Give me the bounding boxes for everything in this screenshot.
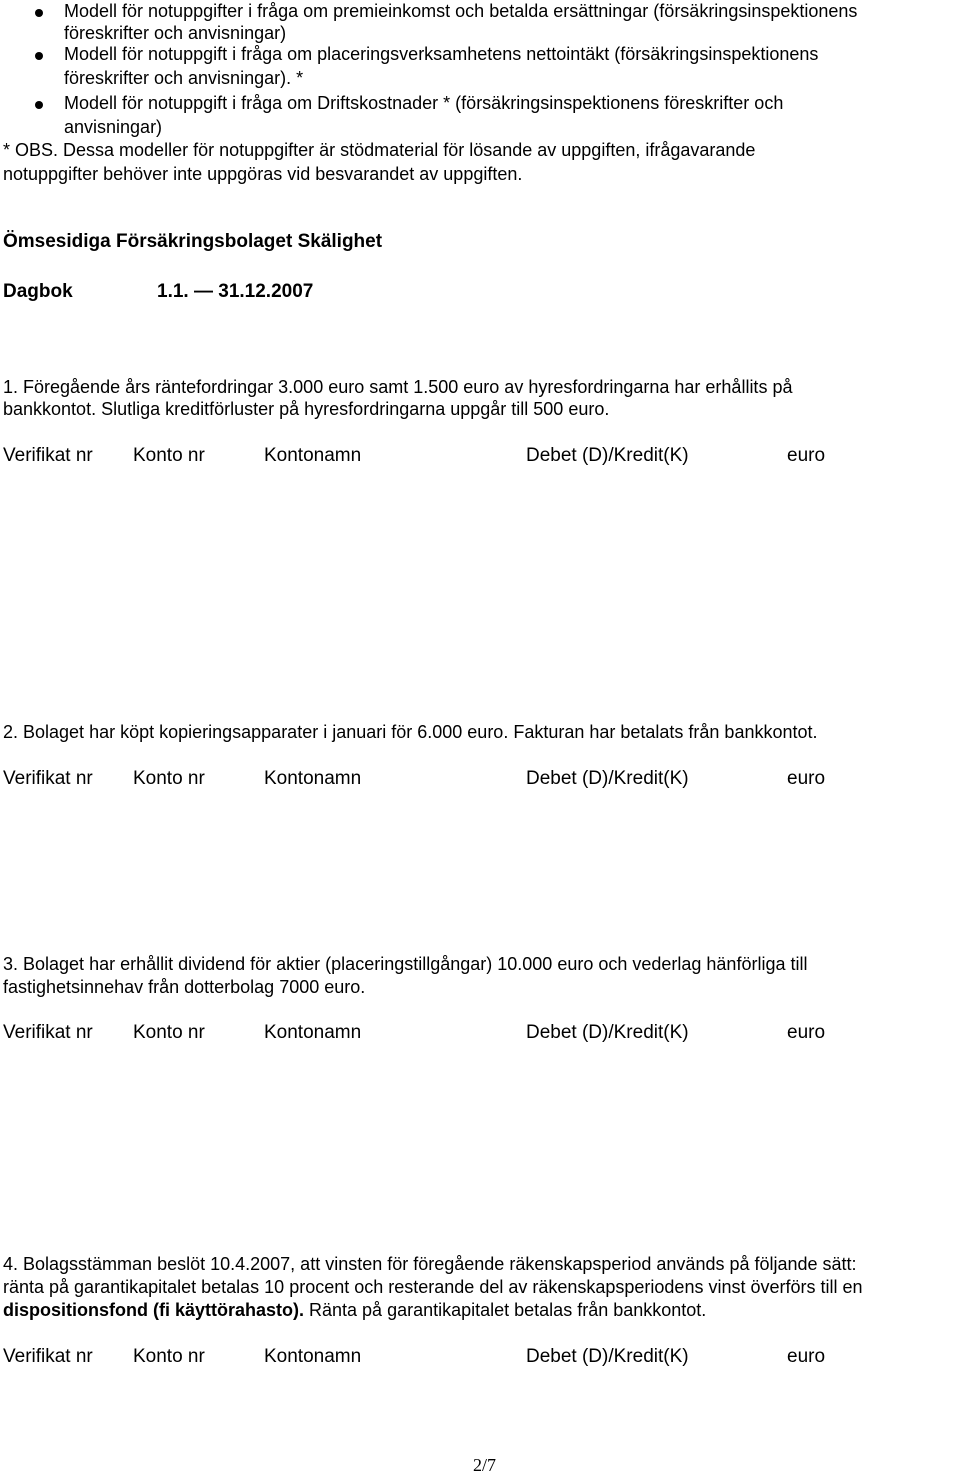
- header-verifikat: Verifikat nr: [3, 768, 93, 789]
- bullet-icon: [35, 101, 43, 109]
- header-konto: Konto nr: [133, 768, 205, 789]
- header-debet-kredit: Debet (D)/Kredit(K): [526, 768, 689, 789]
- task-4-line-1: 4. Bolagsstämman beslöt 10.4.2007, att vinsten för föregående räkenskapsperiod används på följande sätt:: [3, 1254, 857, 1274]
- task-1-line-2: bankkontot. Slutliga kreditförluster på hyresfordringarna uppgår till 500 euro.: [3, 399, 610, 419]
- task-3-line-2: fastighetsinnehav från dotterbolag 7000 euro.: [3, 977, 366, 997]
- journal-period: 1.1. — 31.12.2007: [157, 281, 314, 302]
- task-3-line-1: 3. Bolaget har erhållit dividend för aktier (placeringstillgångar) 10.000 euro och vederlag hänförliga till: [3, 954, 808, 974]
- header-euro: euro: [787, 1022, 826, 1043]
- header-verifikat: Verifikat nr: [3, 1022, 93, 1043]
- header-kontonamn: Kontonamn: [264, 768, 362, 789]
- header-verifikat: Verifikat nr: [3, 445, 93, 466]
- bullet-2-line-2: föreskrifter och anvisningar). *: [64, 68, 304, 88]
- task-4-rest: Ränta på garantikapitalet betalas från bankkontot.: [304, 1300, 707, 1320]
- header-euro: euro: [787, 768, 826, 789]
- obs-note-line-2: notuppgifter behöver inte uppgöras vid besvarandet av uppgiften.: [3, 164, 523, 184]
- header-debet-kredit: Debet (D)/Kredit(K): [526, 1022, 689, 1043]
- header-euro: euro: [787, 445, 826, 466]
- header-kontonamn: Kontonamn: [264, 1022, 362, 1043]
- header-debet-kredit: Debet (D)/Kredit(K): [526, 1346, 689, 1367]
- page-number: 2/7: [473, 1455, 497, 1475]
- bullet-3-line-1: Modell för notuppgift i fråga om Driftskostnader * (försäkringsinspektionens föreskrifter och: [64, 93, 784, 113]
- header-konto: Konto nr: [133, 445, 205, 466]
- header-euro: euro: [787, 1346, 826, 1367]
- bullet-icon: [35, 9, 43, 17]
- task-4-line-2: ränta på garantikapitalet betalas 10 procent och resterande del av räkenskapsperiodens vinst överförs till en: [3, 1277, 863, 1297]
- header-kontonamn: Kontonamn: [264, 1346, 362, 1367]
- header-debet-kredit: Debet (D)/Kredit(K): [526, 445, 689, 466]
- header-konto: Konto nr: [133, 1346, 205, 1367]
- bullet-3-line-2: anvisningar): [64, 117, 163, 137]
- task-4-line-3: [3, 1300, 706, 1321]
- journal-label: Dagbok: [3, 281, 73, 302]
- bullet-icon: [35, 52, 43, 60]
- bullet-1-line-1: Modell för notuppgifter i fråga om premieinkomst och betalda ersättningar (försäkringsinspektionens: [64, 1, 858, 21]
- header-verifikat: Verifikat nr: [3, 1346, 93, 1367]
- bullet-1-line-2: föreskrifter och anvisningar): [64, 23, 287, 43]
- task-4-bold-part: dispositionsfond (fi käyttörahasto).: [3, 1300, 305, 1320]
- obs-note-line-1: * OBS. Dessa modeller för notuppgifter är stödmaterial för lösande av uppgiften, ifrågavarande: [3, 140, 756, 160]
- bullet-2-line-1: Modell för notuppgift i fråga om placeringsverksamhetens nettointäkt (försäkringsinspektionens: [64, 44, 819, 64]
- task-1-line-1: 1. Föregående års räntefordringar 3.000 euro samt 1.500 euro av hyresfordringarna har erhållits på: [3, 377, 793, 397]
- header-kontonamn: Kontonamn: [264, 445, 362, 466]
- task-2-line-1: 2. Bolaget har köpt kopieringsapparater i januari för 6.000 euro. Fakturan har betalats från bankkontot.: [3, 722, 818, 742]
- header-konto: Konto nr: [133, 1022, 205, 1043]
- company-title: Ömsesidiga Försäkringsbolaget Skälighet: [3, 231, 383, 252]
